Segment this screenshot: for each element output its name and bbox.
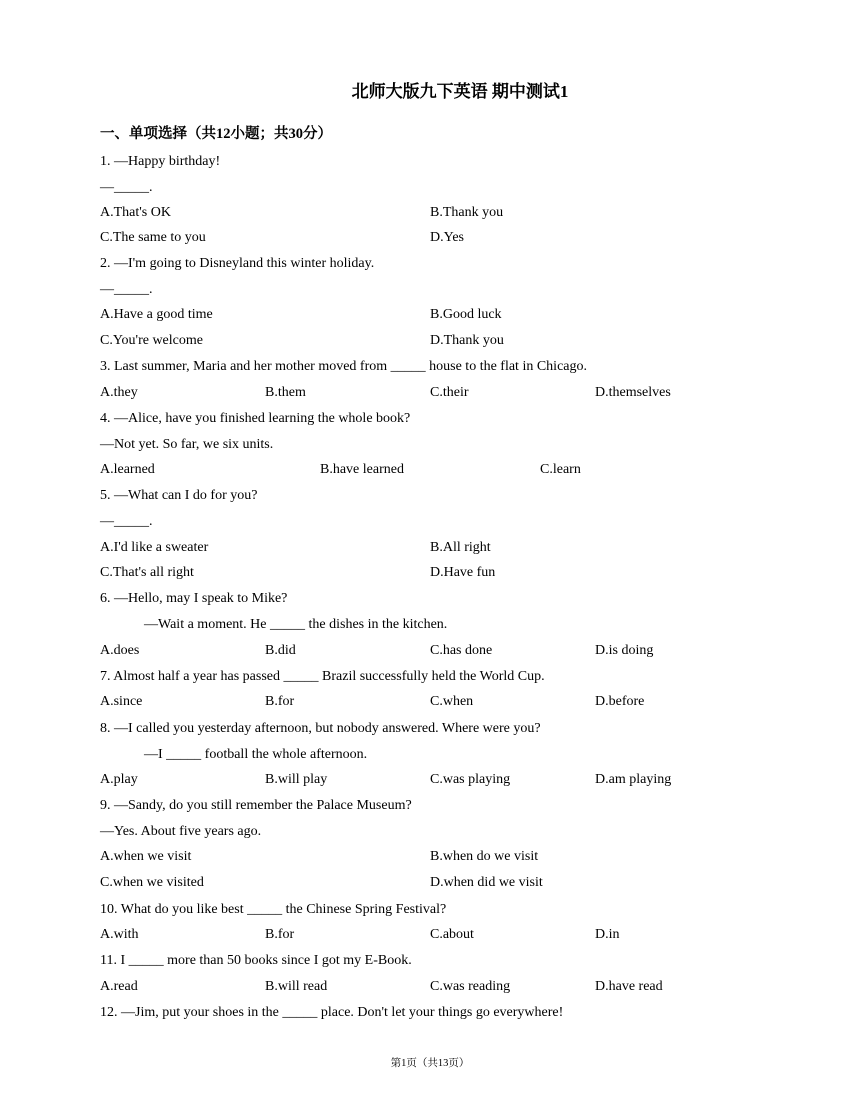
- question-10-stem: 10. What do you like best _____ the Chinese Spring Festival?: [100, 902, 447, 917]
- question-2-option-b: B.Good luck: [430, 307, 502, 322]
- question-1-option-a: A.That's OK: [100, 205, 171, 220]
- question-7-option-b: B.for: [265, 694, 295, 709]
- question-6-option-c: C.has done: [430, 643, 493, 658]
- question-2-option-d: D.Thank you: [430, 333, 504, 348]
- question-5-stem: 5. —What can I do for you?: [100, 488, 258, 503]
- question-5-option-d: D.Have fun: [430, 565, 496, 580]
- page-footer: 第1页（共13页）: [390, 1058, 470, 1069]
- question-8-option-d: D.am playing: [595, 772, 672, 787]
- question-4-option-b: B.have learned: [320, 462, 404, 477]
- question-9-option-d: D.when did we visit: [430, 875, 543, 890]
- question-11-option-b: B.will read: [265, 979, 328, 994]
- question-4-option-c: C.learn: [540, 462, 581, 477]
- question-1-option-c: C.The same to you: [100, 230, 206, 245]
- page-title: 北师大版九下英语 期中测试1: [351, 82, 569, 101]
- question-7-option-a: A.since: [100, 694, 143, 709]
- question-2-option-c: C.You're welcome: [100, 333, 203, 348]
- question-12-stem: 12. —Jim, put your shoes in the _____ place. Don't let your things go everywhere!: [100, 1005, 564, 1020]
- question-9-option-b: B.when do we visit: [430, 849, 539, 864]
- question-3-stem: 3. Last summer, Maria and her mother moved from _____ house to the flat in Chicago.: [100, 359, 587, 374]
- question-1-option-b: B.Thank you: [430, 205, 504, 220]
- question-4-stem: 4. —Alice, have you finished learning the whole book?: [100, 411, 411, 426]
- question-9-option-c: C.when we visited: [100, 875, 204, 890]
- question-3-option-b: B.them: [265, 385, 306, 400]
- question-8-stem: 8. —I called you yesterday afternoon, but nobody answered. Where were you?: [100, 721, 541, 736]
- section-heading: 一、单项选择（共12小题；共30分）: [100, 126, 332, 142]
- question-6-line-2: —Wait a moment. He _____ the dishes in the kitchen.: [144, 617, 448, 632]
- question-6-option-b: B.did: [265, 643, 296, 658]
- question-1-stem: 1. —Happy birthday!: [100, 154, 221, 169]
- question-6-option-d: D.is doing: [595, 643, 654, 658]
- question-2-stem: 2. —I'm going to Disneyland this winter holiday.: [100, 256, 375, 271]
- question-5-option-a: A.I'd like a sweater: [100, 540, 209, 555]
- question-2-option-a: A.Have a good time: [100, 307, 213, 322]
- question-1-option-d: D.Yes: [430, 230, 464, 245]
- question-8-option-b: B.will play: [265, 772, 328, 787]
- question-10-option-a: A.with: [100, 927, 139, 942]
- question-4-option-a: A.learned: [100, 462, 155, 477]
- question-11-option-a: A.read: [100, 979, 138, 994]
- question-11-option-d: D.have read: [595, 979, 663, 994]
- question-7-option-c: C.when: [430, 694, 474, 709]
- question-10-option-c: C.about: [430, 927, 474, 942]
- question-3-option-c: C.their: [430, 385, 469, 400]
- question-2-line-2: —_____.: [100, 282, 153, 297]
- question-9-option-a: A.when we visit: [100, 849, 192, 864]
- question-11-stem: 11. I _____ more than 50 books since I got my E-Book.: [100, 953, 412, 968]
- question-5-option-b: B.All right: [430, 540, 491, 555]
- question-8-line-2: —I _____ football the whole afternoon.: [144, 747, 368, 762]
- question-8-option-c: C.was playing: [430, 772, 511, 787]
- question-10-option-d: D.in: [595, 927, 620, 942]
- question-3-option-a: A.they: [100, 385, 138, 400]
- question-6-option-a: A.does: [100, 643, 140, 658]
- question-9-stem: 9. —Sandy, do you still remember the Palace Museum?: [100, 798, 412, 813]
- question-11-option-c: C.was reading: [430, 979, 511, 994]
- question-10-option-b: B.for: [265, 927, 295, 942]
- question-9-line-2: —Yes. About five years ago.: [100, 824, 262, 839]
- question-8-option-a: A.play: [100, 772, 138, 787]
- question-7-option-d: D.before: [595, 694, 645, 709]
- question-4-line-2: —Not yet. So far, we six units.: [100, 437, 274, 452]
- question-6-stem: 6. —Hello, may I speak to Mike?: [100, 591, 288, 606]
- question-5-option-c: C.That's all right: [100, 565, 194, 580]
- question-5-line-2: —_____.: [100, 514, 153, 529]
- question-7-stem: 7. Almost half a year has passed _____ Brazil successfully held the World Cup.: [100, 669, 545, 684]
- question-3-option-d: D.themselves: [595, 385, 671, 400]
- question-1-line-2: —_____.: [100, 180, 153, 195]
